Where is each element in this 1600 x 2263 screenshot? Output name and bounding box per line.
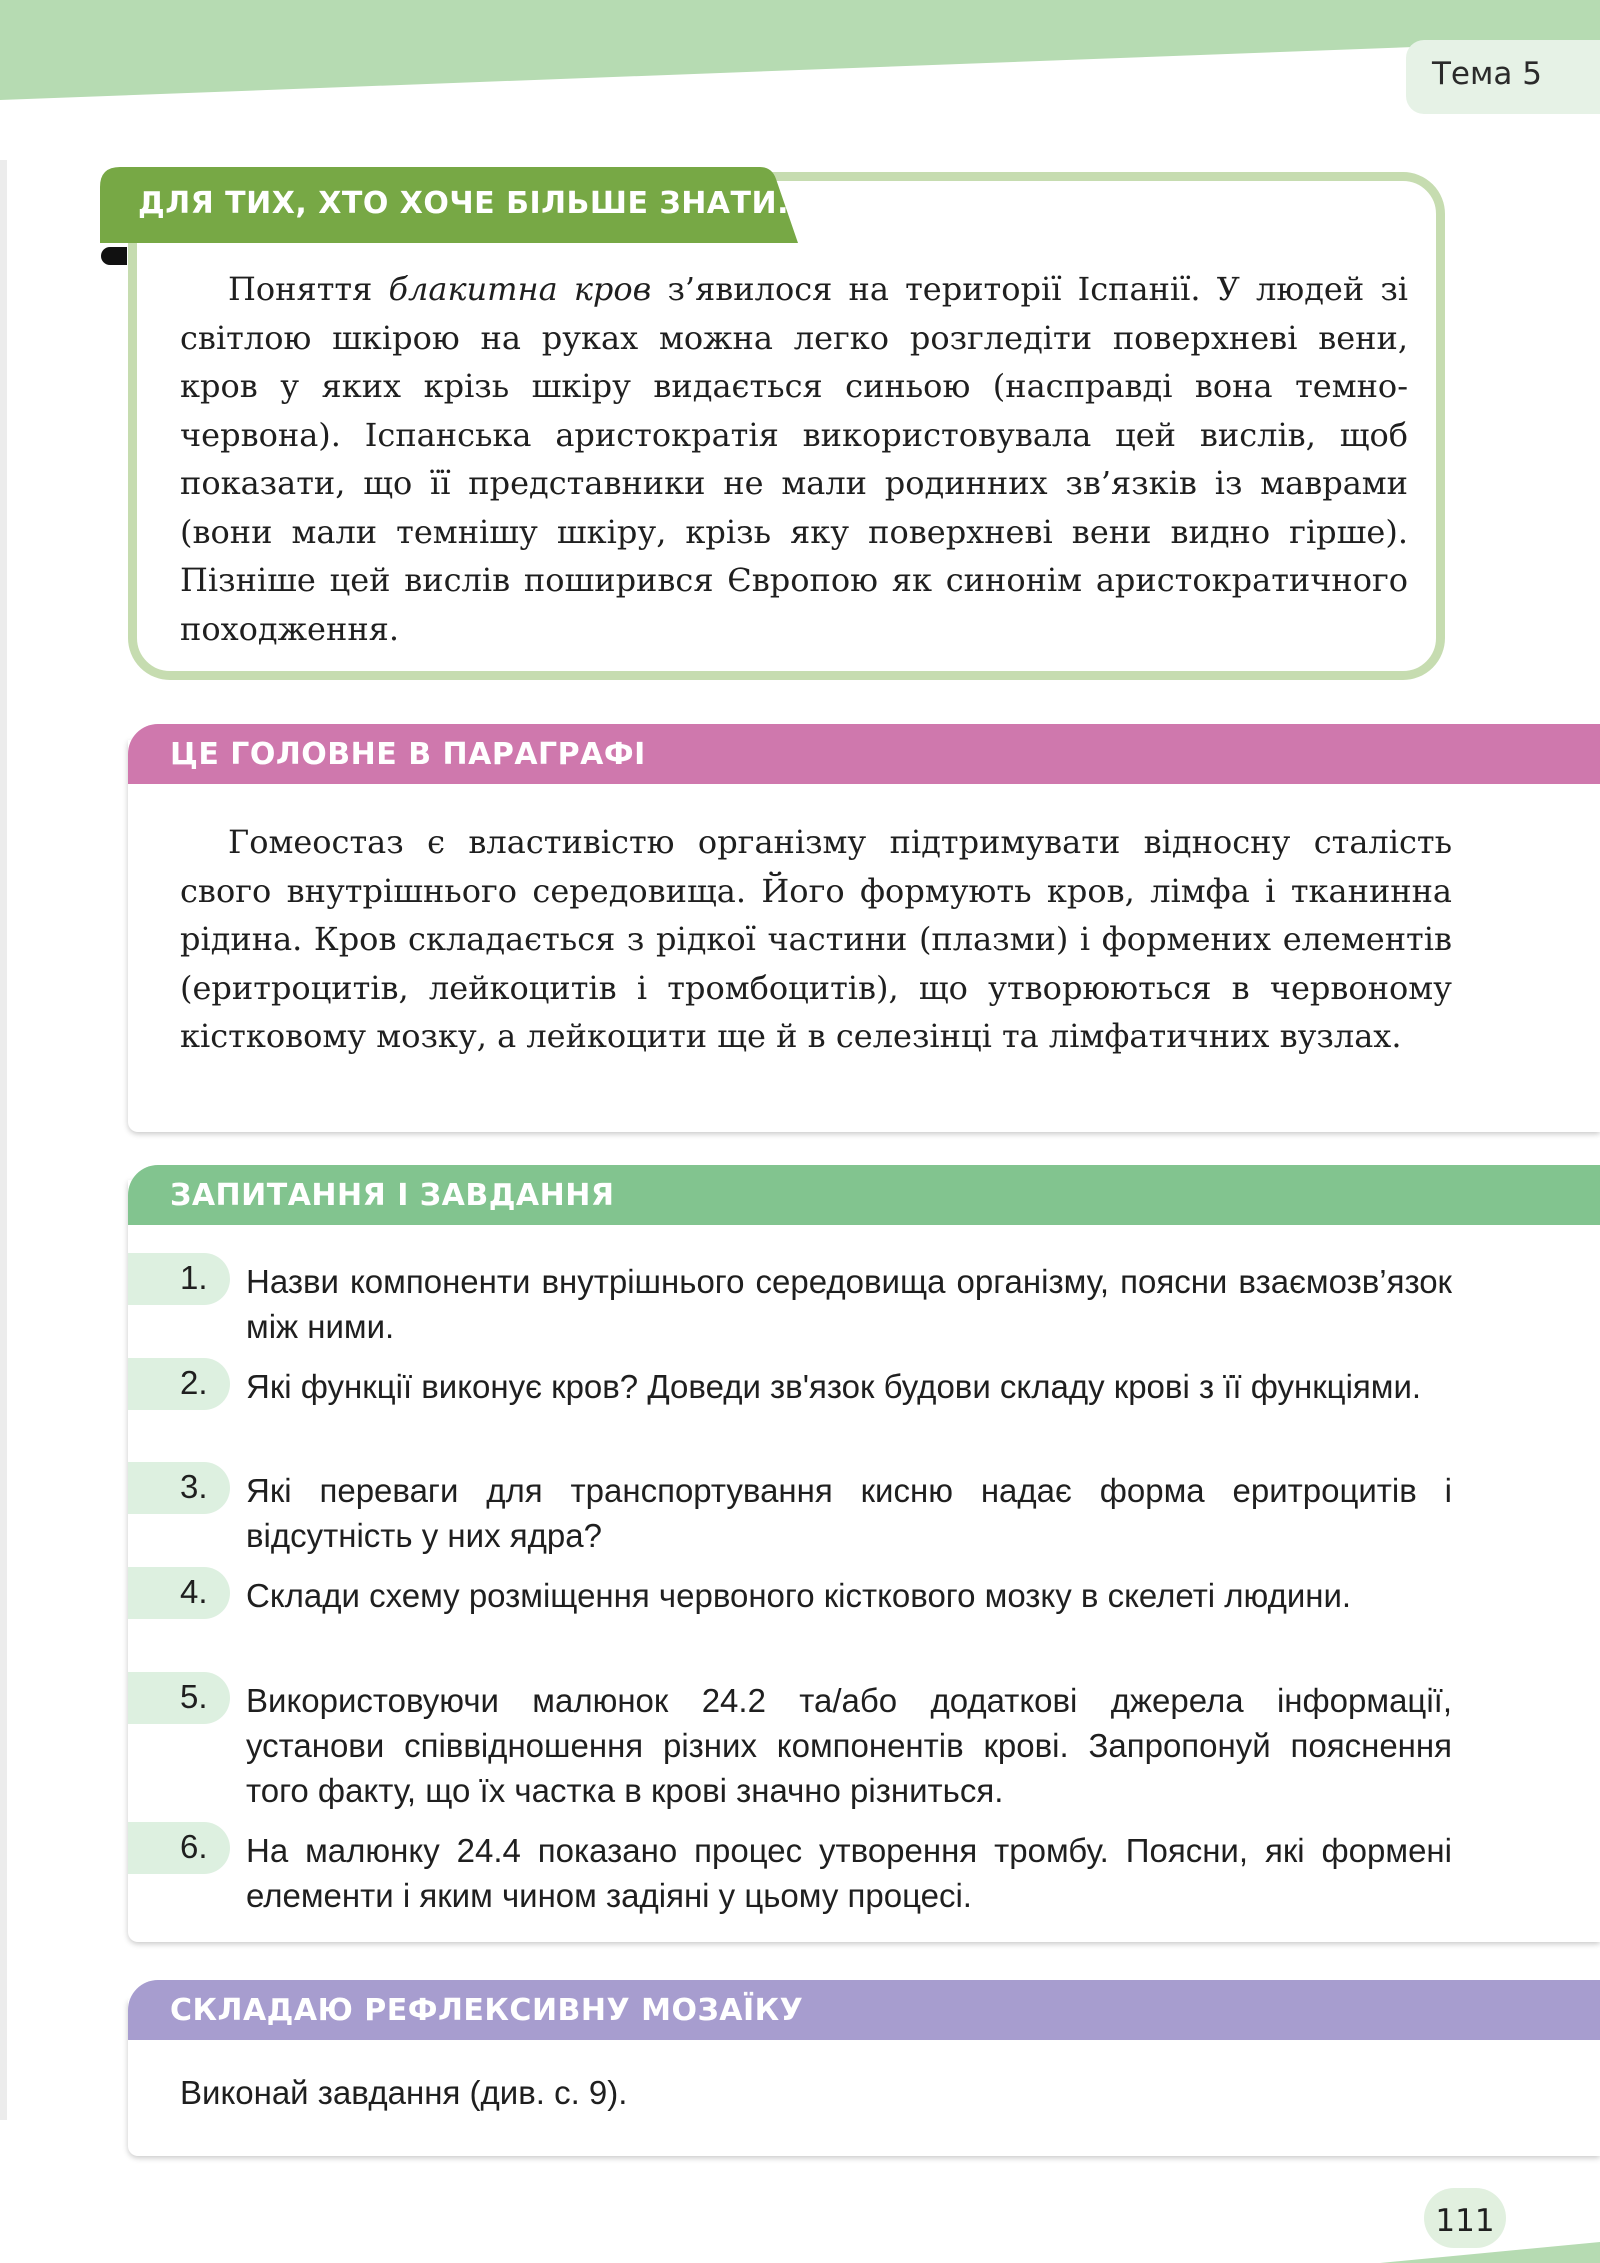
extra-info-title: ДЛЯ ТИХ, ХТО ХОЧЕ БІЛЬШЕ ЗНАТИ... <box>138 186 813 221</box>
question-number: 6. <box>180 1828 208 1865</box>
question-number: 2. <box>180 1364 208 1401</box>
question-number: 4. <box>180 1573 208 1610</box>
question-text: Використовуючи малюнок 24.2 та/або додаткові джерела інформації, установи співвідношення різних компонентів крові. Запропонуй пояснення того факту, що їх частка в крові значно різниться. <box>246 1682 1452 1809</box>
page-number: 111 <box>1435 2203 1495 2239</box>
question-number-badge <box>128 1253 230 1305</box>
question-number: 5. <box>180 1678 208 1715</box>
question-text: Склади схему розміщення червоного кісткового мозку в скелеті людини. <box>246 1577 1352 1614</box>
question-text: Які функції виконує кров? Доведи зв'язок будови складу крові з її функціями. <box>246 1368 1422 1405</box>
reflex-task-text: Виконай завдання (див. с. 9). <box>180 2074 628 2111</box>
question-number: 3. <box>180 1468 208 1505</box>
question-text: Які переваги для транспортування кисню надає форма еритроцитів і відсутність у них ядра? <box>246 1472 1452 1554</box>
question-number: 1. <box>180 1259 208 1296</box>
extra-info-text: Поняття блакитна кров з’явилося на території Іспанії. У людей зі світлою шкірою на руках можна легко розгледіти поверхневі вени, кров у яких крізь шкіру видається синьою (насправді вона темно-червона). Іспанська аристократія використовувала цей вислів, щоб показати, що її представники не мали родинних зв’язків із маврами (вони мали темнішу шкіру, крізь яку поверхневі вени видно гірше). Пізніше цей вислів поширився Європою як синонім аристократичного походження. <box>180 270 1409 648</box>
reflex-title: СКЛАДАЮ РЕФЛЕКСИВНУ МОЗАЇКУ <box>170 1993 804 2028</box>
tab-marker <box>101 247 127 265</box>
question-number-badge <box>128 1567 230 1619</box>
question-text: Назви компоненти внутрішнього середовища організму, поясни взаємозв’язок між ними. <box>246 1263 1452 1345</box>
questions-title: ЗАПИТАННЯ І ЗАВДАННЯ <box>170 1178 615 1213</box>
left-page-edge <box>0 160 7 2120</box>
top-green-band <box>0 0 1600 110</box>
main-point-title: ЦЕ ГОЛОВНЕ В ПАРАГРАФІ <box>170 737 646 772</box>
question-number-badge <box>128 1672 230 1724</box>
question-number-badge <box>128 1462 230 1514</box>
topic-label: Тема 5 <box>1432 56 1542 92</box>
question-number-badge <box>128 1358 230 1410</box>
italic-term: блакитна кров <box>388 270 652 308</box>
main-point-text: Гомеостаз є властивістю організму підтримувати відносну сталість свого внутрішнього середовища. Його формують кров, лімфа і тканинна рідина. Кров складається з рідкої частини (плазми) і формених елементів (еритроцитів, лейкоцитів і тромбоцитів), що утворюються в червоному кістковому мозку, а лейкоцити ще й в селезінці та лімфатичних вузлах. <box>180 823 1452 1055</box>
question-text: На малюнку 24.4 показано процес утворення тромбу. Поясни, які формені елементи і яким чином задіяні у цьому процесі. <box>246 1832 1452 1914</box>
question-number-badge <box>128 1822 230 1874</box>
